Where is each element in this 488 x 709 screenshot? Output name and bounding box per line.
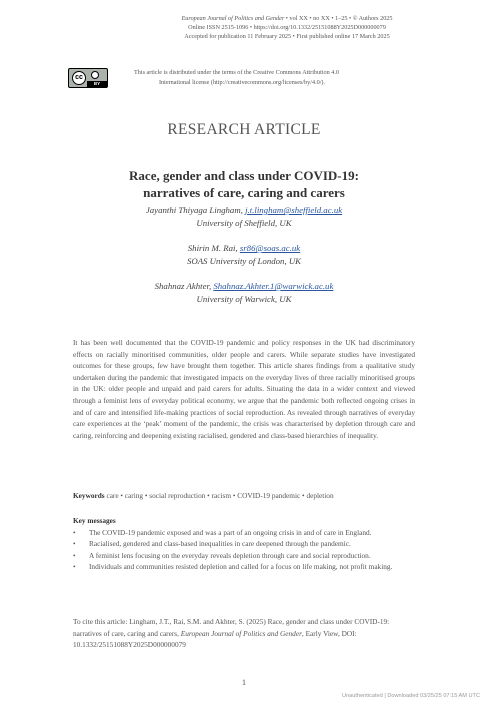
key-message-text: The COVID-19 pandemic exposed and was a part of an ongoing crisis in and of care in England. <box>89 527 372 537</box>
author-1 <box>60 204 428 230</box>
issn-doi-line: Online ISSN 2515-1096 • https://doi.org/10.1332/25151088Y2025D000000079 <box>188 24 386 31</box>
key-messages-list <box>73 527 415 573</box>
abstract: It has been well documented that the COVID-19 pandemic and policy responses in the UK had discriminatory effects on racially minoritised communities, older people and carers. While separate studies have investigated outcomes for these groups, few have brought them together. This article shares findings from a qualitative study undertaken during the pandemic that investigated impacts on the everyday lives of three racially minoritised groups in the UK: older people and unpaid and paid carers for adults. Situating the data in a wider context and viewed through a feminist lens of everyday political economy, we argue that the pandemic both reflected ongoing crises in and of care and intensified life-making practices of social reproduction. As revealed through narratives of everyday care experiences at the ‘peak’ moment of the pandemic, the crisis was characterised by depletion through care and caring, reinforcing and deepening existing racialised, gendered and class-based hierarchies of inequality. <box>73 338 415 440</box>
journal-citation-line <box>117 14 457 23</box>
list-item <box>73 527 415 539</box>
license-line-2: International license (http://creativecommons.org/licenses/by/4.0/). <box>159 79 326 86</box>
keywords-list: care • caring • social reproduction • racism • COVID-19 pandemic • depletion <box>104 491 334 500</box>
page-number: 1 <box>241 677 247 687</box>
citation <box>73 616 415 651</box>
attribution-icon <box>91 71 99 79</box>
license-line-1: This article is distributed under the terms of the Creative Commons Attribution 4.0 <box>134 69 340 76</box>
license-row <box>68 68 398 90</box>
citation-journal: European Journal of Politics and Gender <box>180 628 302 638</box>
section-heading: RESEARCH ARTICLE <box>167 121 321 138</box>
author-3 <box>60 280 428 306</box>
author-email-link[interactable]: sr86@soas.ac.uk <box>239 243 301 253</box>
key-messages <box>73 515 415 573</box>
author-affiliation: University of Sheffield, UK <box>196 218 292 228</box>
by-label: BY <box>87 81 107 87</box>
author-email-link[interactable]: Shahnaz.Akhter.1@warwick.ac.uk <box>213 281 334 291</box>
keywords-label: Keywords <box>73 491 105 500</box>
key-messages-heading: Key messages <box>73 516 116 525</box>
citation-text: To cite this article: Lingham, J.T., Rai, S.M. and Akhter, S. (2025) Race, gender and class under COVID-19: narratives of care, caring and carers, <box>73 617 390 638</box>
bullet-icon: • <box>73 539 76 549</box>
license-text <box>134 68 394 88</box>
volume-info: • vol XX • no XX • 1–25 • © Authors 2025 <box>284 15 393 22</box>
keywords <box>73 490 415 501</box>
journal-info <box>117 14 457 41</box>
bullet-icon: • <box>73 562 76 572</box>
cc-by-badge-icon[interactable] <box>68 68 108 88</box>
list-item <box>73 561 415 573</box>
cc-icon: cc <box>72 71 86 85</box>
key-message-text: A feminist lens focusing on the everyday reveals depletion through care and social reproduction. <box>89 550 371 560</box>
title-line-2: narratives of care, caring and carers <box>143 185 345 200</box>
author-name: Shahnaz Akhter, <box>154 281 214 291</box>
bullet-icon: • <box>73 550 76 560</box>
list-item <box>73 550 415 562</box>
author-name: Jayanthi Thiyaga Lingham, <box>145 205 246 215</box>
list-item <box>73 538 415 550</box>
author-name: Shirin M. Rai, <box>187 243 240 253</box>
author-email-link[interactable]: j.t.lingham@sheffield.ac.uk <box>245 205 343 215</box>
journal-name: European Journal of Politics and Gender <box>181 15 285 22</box>
key-message-text: Individuals and communities resisted depletion and called for a focus on life making, not profit making. <box>89 562 393 572</box>
bullet-icon: • <box>73 527 76 537</box>
key-message-text: Racialised, gendered and class-based inequalities in care deepened through the pandemic. <box>89 539 351 549</box>
title-line-1: Race, gender and class under COVID-19: <box>129 168 359 183</box>
author-affiliation: University of Warwick, UK <box>196 294 292 304</box>
publication-dates: Accepted for publication 11 February 2025 • First published online 17 March 2025 <box>184 33 390 40</box>
author-affiliation: SOAS University of London, UK <box>186 256 302 266</box>
author-2 <box>60 242 428 268</box>
article-title <box>60 167 428 201</box>
citation-doi: , Early View, DOI: 10.1332/25151088Y2025D000000079 <box>73 628 357 650</box>
download-watermark: Unauthenticated | Downloaded 03/25/25 07:15 AM UTC <box>342 693 480 699</box>
